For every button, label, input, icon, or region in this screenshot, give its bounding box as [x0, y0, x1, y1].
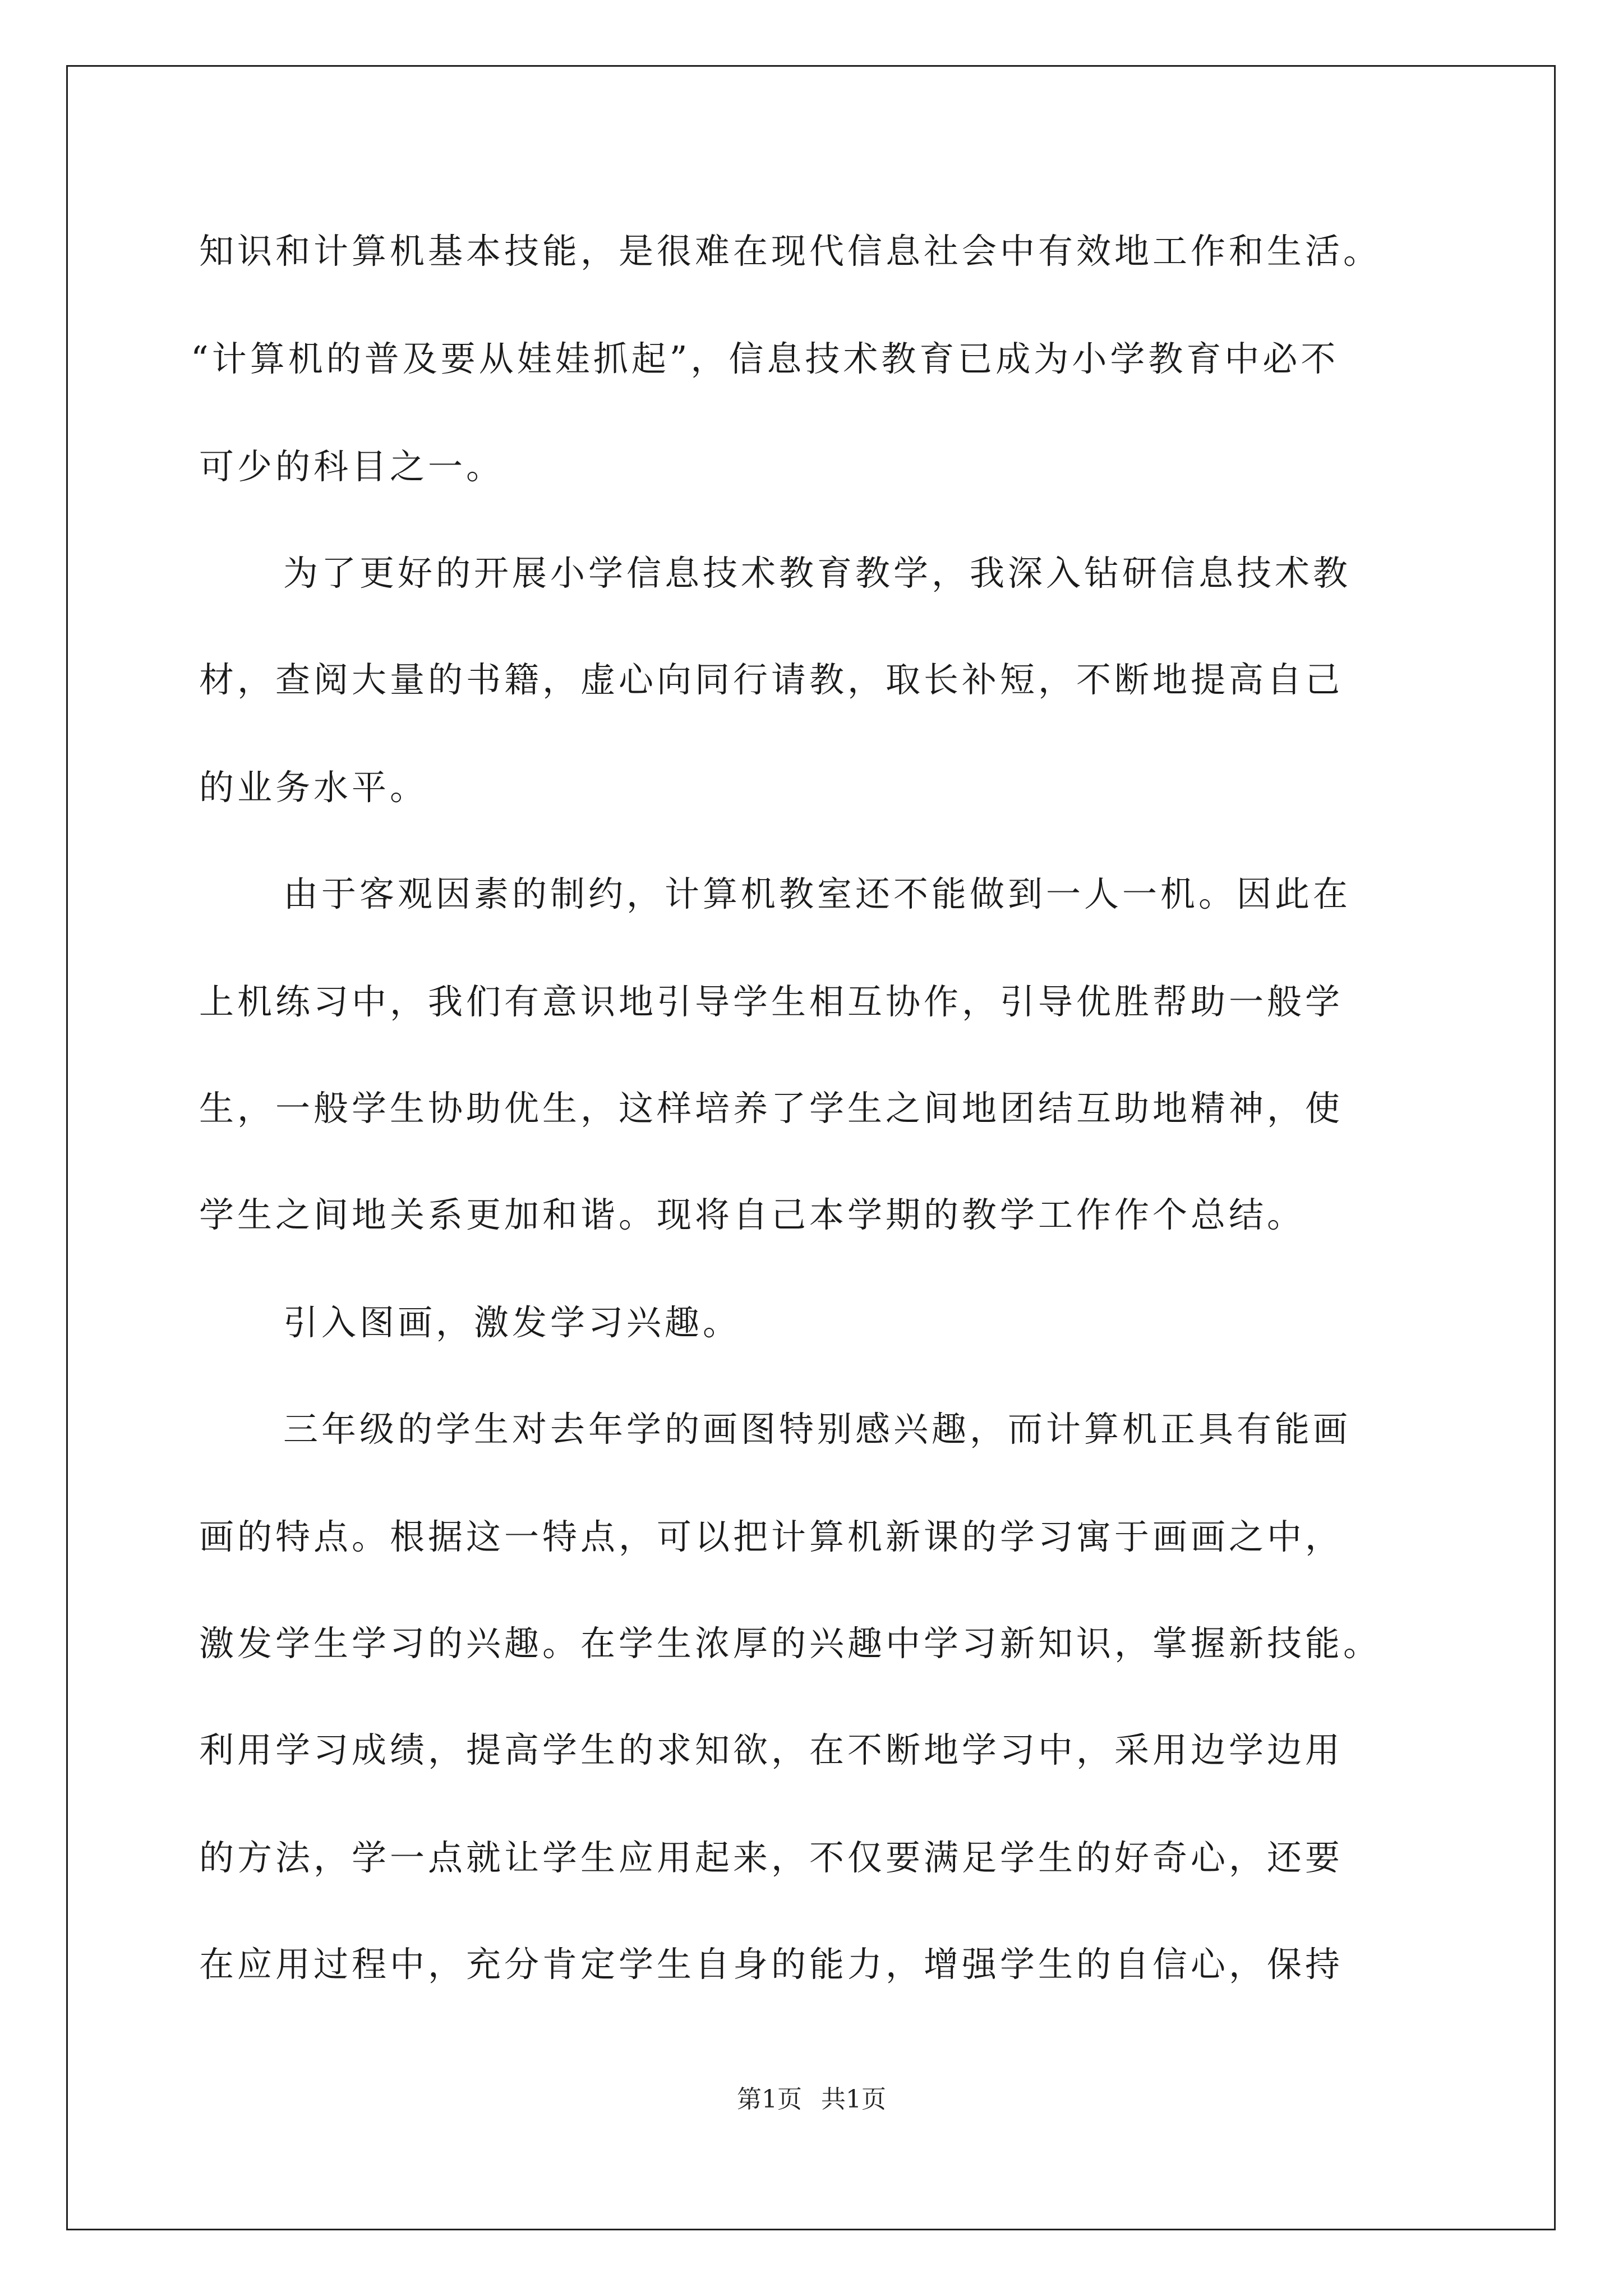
body-line: 可少的科目之一。: [199, 446, 505, 487]
body-line: 知识和计算机基本技能，是很难在现代信息社会中有效地工作和生活。: [199, 231, 1382, 272]
page-footer: [0, 2084, 1623, 2115]
body-line: 学生之间地关系更加和谐。现将自己本学期的教学工作作个总结。: [199, 1194, 1306, 1235]
body-line: 的业务水平。: [199, 767, 428, 808]
body-line: 上机练习中，我们有意识地引导学生相互协作，引导优胜帮助一般学: [199, 981, 1344, 1022]
body-line: 在应用过程中，充分肯定学生自身的能力，增强学生的自信心，保持: [199, 1944, 1344, 1985]
body-line: “计算机的普及要从娃娃抓起”，信息技术教育已成为小学教育中必不: [191, 338, 1339, 379]
body-line: 由于客观因素的制约，计算机教室还不能做到一人一机。因此在: [283, 873, 1352, 914]
body-line: 画的特点。根据这一特点，可以把计算机新课的学习寓于画画之中，: [199, 1516, 1344, 1557]
page-total: 共1页: [821, 2085, 886, 2114]
page-border: [66, 65, 1556, 2230]
body-line: 生，一般学生协助优生，这样培养了学生之间地团结互助地精神，使: [199, 1088, 1344, 1129]
body-line: 激发学生学习的兴趣。在学生浓厚的兴趣中学习新知识，掌握新技能。: [199, 1623, 1382, 1664]
body-line: 材，查阅大量的书籍，虚心向同行请教，取长补短，不断地提高自己: [199, 659, 1344, 700]
body-line: 利用学习成绩，提高学生的求知欲，在不断地学习中，采用边学边用: [199, 1729, 1344, 1770]
body-line: 三年级的学生对去年学的画图特别感兴趣，而计算机正具有能画: [283, 1409, 1352, 1450]
body-line: 为了更好的开展小学信息技术教育教学，我深入钻研信息技术教: [283, 553, 1352, 593]
page-number: 第1页: [737, 2085, 802, 2114]
section-heading: 引入图画，激发学习兴趣。: [283, 1302, 741, 1343]
body-line: 的方法，学一点就让学生应用起来，不仅要满足学生的好奇心，还要: [199, 1837, 1344, 1878]
